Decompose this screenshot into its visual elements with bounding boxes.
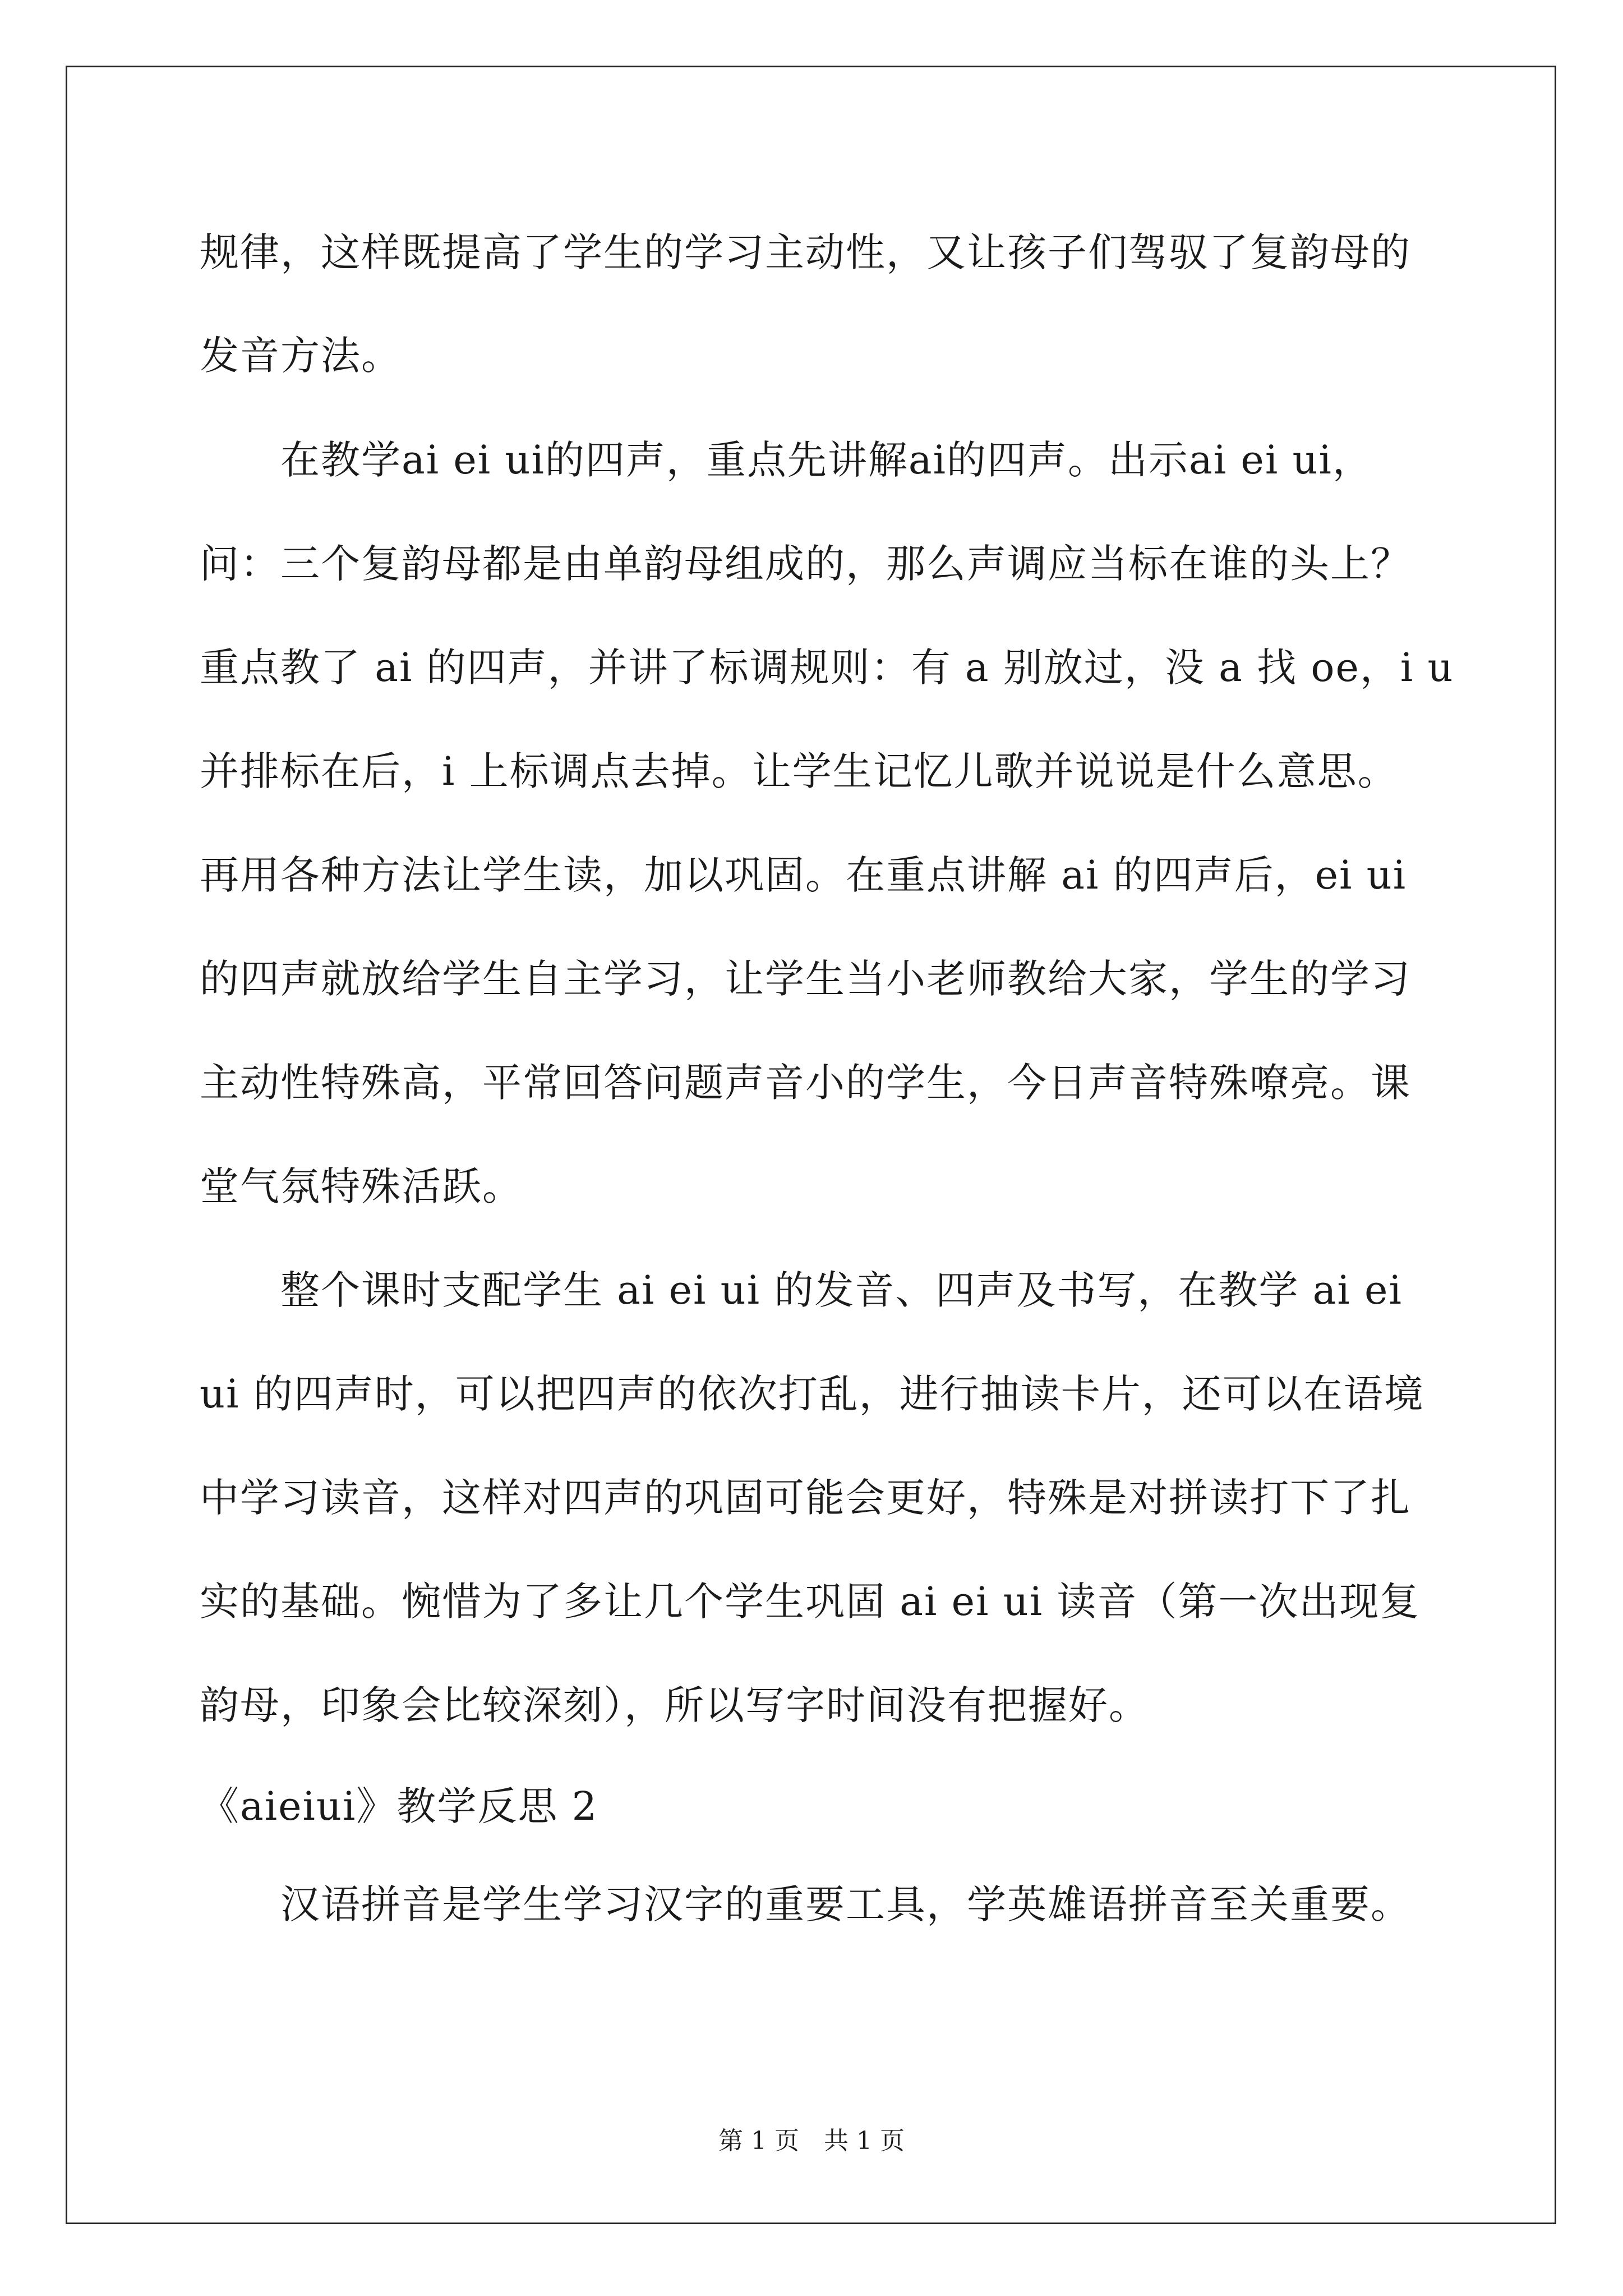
page-number-footer: 第 1 页 共 1 页 bbox=[718, 2127, 905, 2155]
text-line: 发音方法。 bbox=[200, 333, 402, 379]
text-line: 韵母，印象会比较深刻），所以写字时间没有把握好。 bbox=[200, 1682, 1149, 1728]
paragraph-start-line: 在教学ai ei ui的四声，重点先讲解ai的四声。出示ai ei ui， bbox=[280, 437, 1373, 483]
text-line: 堂气氛特殊活跃。 bbox=[200, 1163, 523, 1209]
text-line: 实的基础。惋惜为了多让几个学生巩固 ai ei ui 读音（第一次出现复 bbox=[200, 1579, 1421, 1625]
text-line: 并排标在后，i 上标调点去掉。让学生记忆儿歌并说说是什么意思。 bbox=[200, 748, 1398, 794]
text-line: 问：三个复韵母都是由单韵母组成的，那么声调应当标在谁的头上？ bbox=[200, 541, 1411, 587]
paragraph-start-line: 整个课时支配学生 ai ei ui 的发音、四声及书写，在教学 ai ei bbox=[280, 1267, 1403, 1313]
text-line: 再用各种方法让学生读，加以巩固。在重点讲解 ai 的四声后，ei ui bbox=[200, 852, 1407, 898]
section-heading: 《aieiui》教学反思 2 bbox=[200, 1783, 598, 1829]
paragraph-start-line: 汉语拼音是学生学习汉字的重要工具，学英雄语拼音至关重要。 bbox=[280, 1881, 1411, 1927]
text-line: 重点教了 ai 的四声，并讲了标调规则：有 a 别放过，没 a 找 oe，i u bbox=[200, 645, 1454, 691]
text-line: 主动性特殊高，平常回答问题声音小的学生，今日声音特殊嘹亮。课 bbox=[200, 1060, 1411, 1106]
text-line: 的四声就放给学生自主学习，让学生当小老师教给大家，学生的学习 bbox=[200, 956, 1411, 1002]
text-line: ui 的四声时，可以把四声的依次打乱，进行抽读卡片，还可以在语境 bbox=[200, 1371, 1424, 1417]
text-line: 规律，这样既提高了学生的学习主动性，又让孩子们驾驭了复韵母的 bbox=[200, 229, 1411, 275]
text-line: 中学习读音，这样对四声的巩固可能会更好，特殊是对拼读打下了扎 bbox=[200, 1475, 1411, 1521]
